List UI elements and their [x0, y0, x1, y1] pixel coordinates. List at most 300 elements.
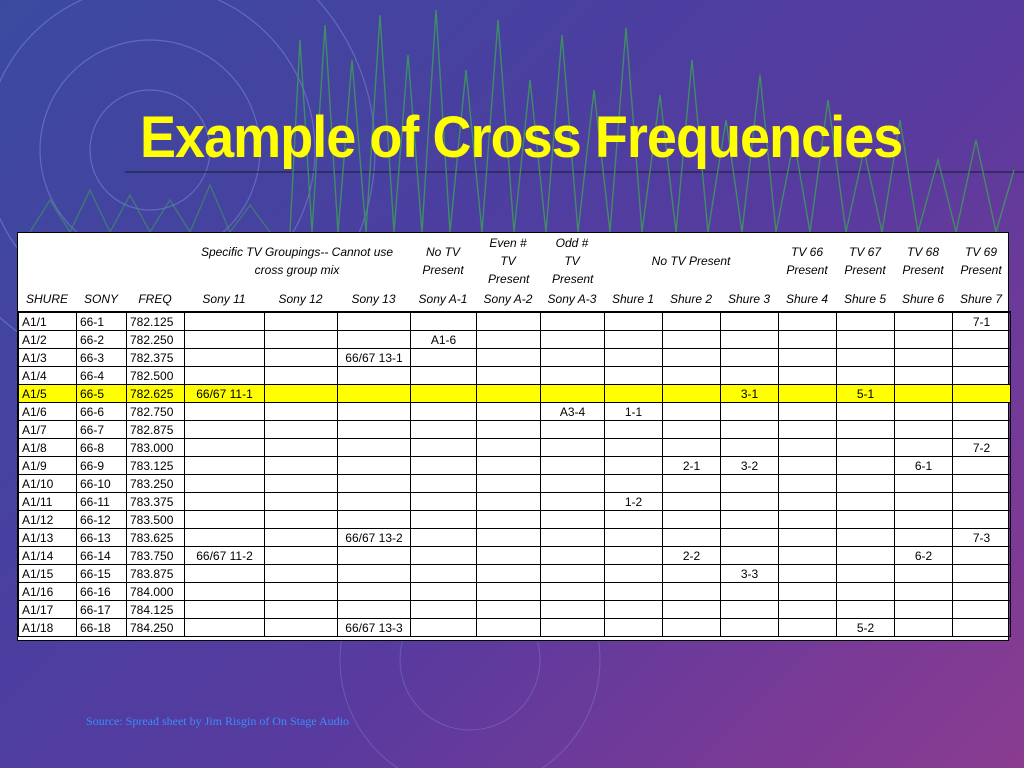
table-cell: [953, 385, 1011, 403]
frequency-table: [17, 232, 1009, 641]
table-cell: [953, 583, 1011, 601]
table-cell: [338, 457, 411, 475]
table-cell: A1/9: [19, 457, 77, 475]
table-cell: [837, 367, 895, 385]
table-cell: [411, 312, 477, 331]
table-cell: 783.000: [127, 439, 185, 457]
table-cell: [663, 439, 721, 457]
table-cell: [541, 583, 605, 601]
table-cell: [721, 493, 779, 511]
table-cell: 782.375: [127, 349, 185, 367]
table-cell: 1-2: [605, 493, 663, 511]
table-cell: [953, 349, 1011, 367]
table-cell: [721, 331, 779, 349]
column-header: Shure 2: [670, 292, 713, 306]
table-row: [19, 601, 1011, 619]
column-header: Shure 6: [902, 292, 945, 306]
table-cell: [541, 457, 605, 475]
table-cell: [185, 403, 265, 421]
table-cell: [779, 421, 837, 439]
column-header: Sony A-1: [418, 292, 468, 306]
table-row: [19, 475, 1011, 493]
table-cell: [779, 583, 837, 601]
table-cell: [185, 312, 265, 331]
column-header: FREQ: [138, 292, 172, 306]
table-cell: [953, 403, 1011, 421]
table-cell: 66-2: [77, 331, 127, 349]
table-cell: 782.500: [127, 367, 185, 385]
table-cell: [338, 547, 411, 565]
table-cell: 66-9: [77, 457, 127, 475]
table-cell: [265, 367, 338, 385]
table-cell: 784.000: [127, 583, 185, 601]
table-cell: [779, 493, 837, 511]
column-header: Sony 12: [278, 292, 323, 306]
table-cell: [895, 565, 953, 583]
table-cell: [605, 439, 663, 457]
table-cell: [477, 312, 541, 331]
group-header-tv69: TV 69 Present: [960, 245, 1002, 277]
table-cell: [779, 619, 837, 637]
column-header: Sony A-3: [547, 292, 597, 306]
table-cell: [477, 421, 541, 439]
table-cell: [605, 583, 663, 601]
table-cell: [338, 511, 411, 529]
table-cell: 66-16: [77, 583, 127, 601]
table-cell: [721, 511, 779, 529]
table-cell: [541, 421, 605, 439]
table-cell: 1-1: [605, 403, 663, 421]
table-body: [18, 311, 1011, 637]
table-cell: [953, 421, 1011, 439]
table-cell: A1/10: [19, 475, 77, 493]
table-cell: [779, 331, 837, 349]
table-cell: A1/8: [19, 439, 77, 457]
table-cell: [663, 421, 721, 439]
table-cell: [895, 331, 953, 349]
table-cell: 784.125: [127, 601, 185, 619]
table-cell: 66-5: [77, 385, 127, 403]
table-cell: [895, 439, 953, 457]
group-header-no-tv-2: No TV Present: [651, 254, 731, 268]
table-cell: [721, 619, 779, 637]
table-cell: [411, 457, 477, 475]
table-cell: 66-6: [77, 403, 127, 421]
table-cell: [185, 421, 265, 439]
table-cell: [953, 511, 1011, 529]
table-cell: [411, 421, 477, 439]
table-cell: [605, 349, 663, 367]
table-cell: [953, 331, 1011, 349]
table-cell: [411, 565, 477, 583]
table-cell: [605, 312, 663, 331]
table-cell: [721, 421, 779, 439]
table-cell: [338, 439, 411, 457]
column-header: SONY: [83, 292, 118, 306]
slide-title: Example of Cross Frequencies: [140, 105, 903, 170]
table-cell: [663, 583, 721, 601]
table-cell: 3-2: [721, 457, 779, 475]
table-cell: [338, 583, 411, 601]
table-cell: [779, 511, 837, 529]
table-cell: [477, 367, 541, 385]
table-cell: [185, 457, 265, 475]
table-cell: [721, 583, 779, 601]
table-cell: [663, 619, 721, 637]
table-cell: 66/67 11-2: [185, 547, 265, 565]
table-cell: [837, 565, 895, 583]
table-cell: 782.125: [127, 312, 185, 331]
table-cell: [477, 565, 541, 583]
table-cell: [541, 331, 605, 349]
table-cell: [779, 349, 837, 367]
table-cell: [477, 439, 541, 457]
table-cell: [837, 529, 895, 547]
table-cell: 783.875: [127, 565, 185, 583]
table-cell: [265, 439, 338, 457]
table-cell: 782.250: [127, 331, 185, 349]
table-cell: [895, 367, 953, 385]
column-header: SHURE: [25, 292, 68, 306]
table-cell: [837, 547, 895, 565]
table-cell: [265, 349, 338, 367]
table-cell: [895, 511, 953, 529]
source-citation: Source: Spread sheet by Jim Risgin of On Stage Audio: [86, 714, 349, 728]
table-cell: 66-1: [77, 312, 127, 331]
table-cell: [185, 511, 265, 529]
group-header-tv66: TV 66 Present: [786, 245, 828, 277]
table-cell: [338, 421, 411, 439]
table-cell: [185, 367, 265, 385]
table-cell: [477, 475, 541, 493]
table-cell: [185, 475, 265, 493]
table-cell: [663, 312, 721, 331]
table-cell: [265, 475, 338, 493]
table-cell: 66/67 13-3: [338, 619, 411, 637]
table-cell: [895, 529, 953, 547]
table-row: [19, 511, 1011, 529]
table-row: [19, 367, 1011, 385]
table-cell: [265, 583, 338, 601]
table-header: [18, 233, 1010, 309]
table-cell: [541, 475, 605, 493]
table-cell: [185, 583, 265, 601]
table-cell: [895, 421, 953, 439]
table-cell: [265, 403, 338, 421]
column-header: Shure 3: [728, 292, 771, 306]
table-cell: [837, 511, 895, 529]
table-cell: [338, 565, 411, 583]
group-header-no-tv-1: No TV Present: [422, 245, 464, 277]
table-cell: [411, 385, 477, 403]
table-cell: A1/5: [19, 385, 77, 403]
table-cell: [837, 421, 895, 439]
table-cell: [411, 547, 477, 565]
table-cell: [338, 367, 411, 385]
table-row: [19, 529, 1011, 547]
table-cell: [185, 529, 265, 547]
table-cell: 7-1: [953, 312, 1011, 331]
table-cell: [895, 475, 953, 493]
table-cell: [837, 457, 895, 475]
table-cell: [953, 457, 1011, 475]
table-cell: 5-2: [837, 619, 895, 637]
table-cell: 66/67 13-1: [338, 349, 411, 367]
table-cell: [663, 493, 721, 511]
table-cell: [895, 583, 953, 601]
column-header: Sony A-2: [483, 292, 533, 306]
table-cell: 3-1: [721, 385, 779, 403]
table-cell: 2-2: [663, 547, 721, 565]
table-cell: [265, 511, 338, 529]
table-cell: [338, 493, 411, 511]
table-cell: [265, 493, 338, 511]
table-cell: [477, 349, 541, 367]
table-cell: 66-8: [77, 439, 127, 457]
table-cell: [779, 367, 837, 385]
table-row: [19, 565, 1011, 583]
table-cell: [411, 349, 477, 367]
table-cell: [837, 439, 895, 457]
table-row: [19, 385, 1011, 403]
table-cell: [895, 385, 953, 403]
table-cell: [779, 529, 837, 547]
table-cell: [541, 312, 605, 331]
table-row: [19, 349, 1011, 367]
table-cell: [477, 511, 541, 529]
table-cell: [541, 349, 605, 367]
table-cell: [477, 385, 541, 403]
table-cell: A1/12: [19, 511, 77, 529]
table-cell: 7-2: [953, 439, 1011, 457]
table-cell: A1/1: [19, 312, 77, 331]
table-cell: 782.625: [127, 385, 185, 403]
table-cell: 7-3: [953, 529, 1011, 547]
table-cell: [605, 619, 663, 637]
table-cell: [338, 385, 411, 403]
table-cell: [265, 331, 338, 349]
table-cell: 66-13: [77, 529, 127, 547]
table-row: [19, 421, 1011, 439]
table-cell: [721, 601, 779, 619]
table-cell: [779, 312, 837, 331]
table-cell: [477, 601, 541, 619]
table-row: [19, 547, 1011, 565]
table-cell: [605, 385, 663, 403]
table-cell: [663, 385, 721, 403]
table-row: [19, 457, 1011, 475]
table-cell: [721, 403, 779, 421]
table-cell: [663, 601, 721, 619]
table-cell: [953, 565, 1011, 583]
table-cell: [338, 312, 411, 331]
table-cell: 66-18: [77, 619, 127, 637]
table-cell: [477, 457, 541, 475]
table-cell: [185, 331, 265, 349]
table-cell: 783.125: [127, 457, 185, 475]
table-cell: [663, 565, 721, 583]
column-header: Shure 4: [786, 292, 829, 306]
table-row: [19, 439, 1011, 457]
table-cell: [779, 385, 837, 403]
table-cell: [779, 403, 837, 421]
table-cell: [837, 493, 895, 511]
table-cell: A3-4: [541, 403, 605, 421]
table-cell: 66/67 11-1: [185, 385, 265, 403]
table-cell: 2-1: [663, 457, 721, 475]
table-cell: A1/2: [19, 331, 77, 349]
table-cell: [265, 529, 338, 547]
table-cell: [721, 312, 779, 331]
table-cell: 6-1: [895, 457, 953, 475]
table-cell: 66-11: [77, 493, 127, 511]
table-cell: [338, 475, 411, 493]
group-header-odd-tv: Odd # TV Present: [552, 236, 594, 286]
table-cell: [953, 601, 1011, 619]
table-cell: [185, 565, 265, 583]
column-header: Sony 11: [202, 292, 246, 306]
table-cell: [663, 511, 721, 529]
table-cell: A1/15: [19, 565, 77, 583]
table-cell: [541, 529, 605, 547]
table-cell: [477, 583, 541, 601]
table-cell: A1/7: [19, 421, 77, 439]
table-cell: A1/17: [19, 601, 77, 619]
table-cell: A1/4: [19, 367, 77, 385]
table-cell: A1/6: [19, 403, 77, 421]
table-cell: [779, 457, 837, 475]
table-cell: [541, 367, 605, 385]
table-row: [19, 583, 1011, 601]
table-cell: A1/3: [19, 349, 77, 367]
table-cell: [663, 529, 721, 547]
table-cell: [265, 385, 338, 403]
table-cell: [338, 331, 411, 349]
table-cell: 66-3: [77, 349, 127, 367]
table-cell: [185, 493, 265, 511]
table-cell: A1/14: [19, 547, 77, 565]
table-cell: [605, 457, 663, 475]
table-cell: [411, 403, 477, 421]
table-cell: [411, 475, 477, 493]
table-cell: [721, 367, 779, 385]
table-cell: [895, 619, 953, 637]
table-cell: 66-7: [77, 421, 127, 439]
table-cell: [663, 367, 721, 385]
table-cell: [953, 619, 1011, 637]
table-cell: [895, 312, 953, 331]
table-cell: [953, 367, 1011, 385]
table-cell: 66-15: [77, 565, 127, 583]
table-cell: [953, 493, 1011, 511]
table-cell: [477, 403, 541, 421]
table-cell: [953, 475, 1011, 493]
table-cell: [721, 439, 779, 457]
table-cell: [265, 565, 338, 583]
table-cell: [411, 367, 477, 385]
table-cell: [541, 511, 605, 529]
table-cell: [605, 601, 663, 619]
group-header-even-tv: Even # TV Present: [488, 236, 530, 286]
table-cell: [605, 475, 663, 493]
table-cell: [721, 529, 779, 547]
group-header-specific-tv: Specific TV Groupings-- Cannot use cross group mix: [200, 245, 394, 277]
table-cell: [265, 421, 338, 439]
table-cell: [477, 619, 541, 637]
column-header: Shure 5: [844, 292, 887, 306]
table-row: [19, 312, 1011, 331]
table-cell: [338, 601, 411, 619]
table-cell: [265, 547, 338, 565]
table-cell: [663, 403, 721, 421]
table-cell: [895, 349, 953, 367]
table-cell: [411, 529, 477, 547]
table-cell: [605, 529, 663, 547]
table-cell: [185, 619, 265, 637]
table-cell: 783.750: [127, 547, 185, 565]
table-cell: 783.375: [127, 493, 185, 511]
table-cell: [541, 619, 605, 637]
table-cell: 783.500: [127, 511, 185, 529]
table-cell: [779, 475, 837, 493]
table-cell: A1/16: [19, 583, 77, 601]
table-row: [19, 331, 1011, 349]
group-header-tv68: TV 68 Present: [902, 245, 944, 277]
table-cell: A1/11: [19, 493, 77, 511]
table-cell: [605, 421, 663, 439]
table-cell: [411, 511, 477, 529]
table-cell: 66-12: [77, 511, 127, 529]
table-cell: 784.250: [127, 619, 185, 637]
table-cell: [837, 601, 895, 619]
column-labels-row: [18, 289, 1010, 309]
table-cell: 3-3: [721, 565, 779, 583]
table-cell: [837, 403, 895, 421]
table-cell: [411, 583, 477, 601]
table-cell: [895, 493, 953, 511]
table-cell: [837, 475, 895, 493]
table-cell: [895, 601, 953, 619]
table-cell: [605, 565, 663, 583]
table-row: [19, 403, 1011, 421]
table-cell: 782.875: [127, 421, 185, 439]
table-cell: 66-4: [77, 367, 127, 385]
table-cell: 66/67 13-2: [338, 529, 411, 547]
table-cell: [779, 439, 837, 457]
table-cell: [185, 439, 265, 457]
table-cell: A1/18: [19, 619, 77, 637]
table-cell: A1/13: [19, 529, 77, 547]
table-cell: [605, 511, 663, 529]
column-header: Shure 7: [960, 292, 1003, 306]
table-row: [19, 619, 1011, 637]
table-cell: [477, 493, 541, 511]
table-cell: [477, 529, 541, 547]
table-cell: [185, 349, 265, 367]
table-cell: [185, 601, 265, 619]
table-cell: A1-6: [411, 331, 477, 349]
table-cell: [541, 385, 605, 403]
table-row: [19, 493, 1011, 511]
header-spacer: [18, 233, 184, 289]
table-cell: [541, 493, 605, 511]
table-cell: [605, 367, 663, 385]
table-cell: [605, 547, 663, 565]
table-cell: [837, 312, 895, 331]
table-cell: [721, 475, 779, 493]
table-cell: [663, 349, 721, 367]
table-cell: [779, 565, 837, 583]
